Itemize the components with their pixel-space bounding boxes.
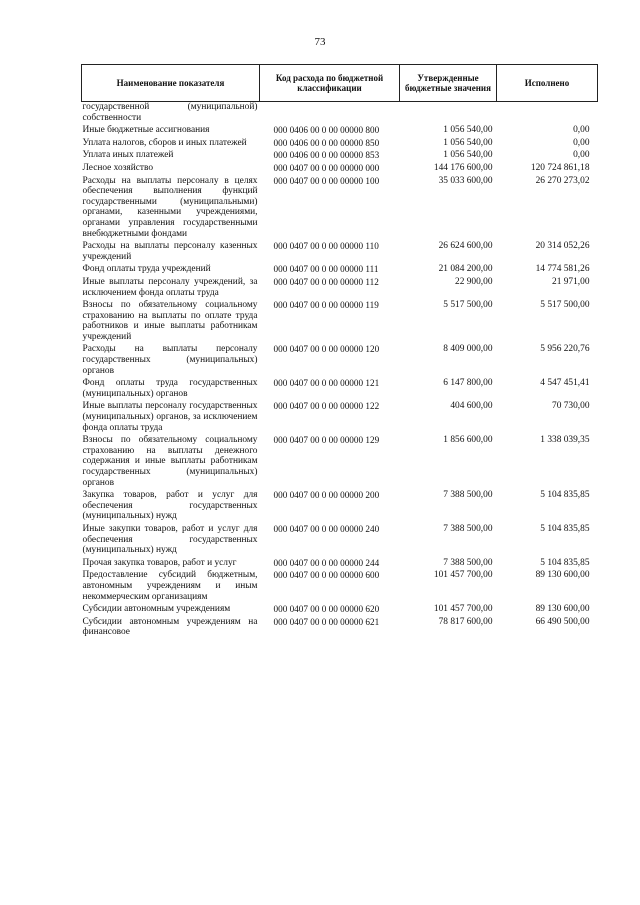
table-row [82, 136, 598, 149]
row-approved-value: 7 388 500,00 [443, 557, 493, 568]
table-row [82, 433, 598, 488]
row-indicator-name: Уплата налогов, сборов и иных платежей [82, 137, 247, 148]
row-expense-code: 000 0407 00 0 00 00000 112 [273, 276, 379, 287]
row-indicator-name: Взносы по обязательному социальному страхованию на выплаты денежного содержания и иные выплаты работникам государственных (муниципальных) органов [82, 435, 258, 488]
row-approved-value: 35 033 600,00 [438, 175, 493, 186]
row-indicator-name: Иные бюджетные ассигнования [82, 125, 210, 136]
table-row [82, 161, 598, 174]
row-executed-value: 21 971,00 [552, 276, 590, 287]
row-expense-code: 000 0407 00 0 00 00000 240 [273, 523, 380, 534]
row-approved-value: 7 388 500,00 [443, 490, 493, 501]
table-row [82, 556, 598, 569]
table-row [82, 568, 598, 602]
row-indicator-name: Лесное хозяйство [82, 162, 154, 173]
row-approved-value: 21 084 200,00 [438, 264, 493, 275]
row-expense-code [260, 102, 400, 124]
row-approved-value [400, 102, 497, 124]
row-executed-value: 1 338 039,35 [540, 435, 590, 446]
row-executed-value: 14 774 581,26 [535, 264, 590, 275]
budget-table-container [81, 64, 597, 638]
row-indicator-name: государственной (муниципальной) собственности [82, 102, 258, 123]
table-header [82, 65, 598, 102]
row-expense-code: 000 0407 00 0 00 00000 120 [273, 344, 380, 355]
row-expense-code: 000 0407 00 0 00 00000 129 [273, 435, 380, 446]
row-approved-value: 8 409 000,00 [443, 344, 493, 355]
row-approved-value: 78 817 600,00 [438, 616, 493, 627]
row-expense-code: 000 0407 00 0 00 00000 100 [273, 175, 380, 186]
row-expense-code: 000 0407 00 0 00 00000 244 [273, 557, 380, 568]
row-expense-code: 000 0407 00 0 00 00000 111 [273, 264, 379, 275]
row-expense-code: 000 0406 00 0 00 00000 800 [273, 125, 380, 136]
row-expense-code: 000 0407 00 0 00 00000 122 [273, 401, 380, 412]
row-executed-value: 120 724 861,18 [530, 162, 590, 173]
table-row [82, 102, 598, 124]
table-row [82, 488, 598, 522]
row-executed-value: 66 490 500,00 [535, 616, 590, 627]
row-approved-value: 101 457 700,00 [433, 570, 493, 581]
row-approved-value: 6 147 800,00 [443, 378, 493, 389]
row-indicator-name: Субсидии автономным учреждениям на финансовое [82, 616, 258, 638]
table-row [82, 376, 598, 399]
row-executed-value: 5 956 220,76 [540, 344, 590, 355]
row-approved-value: 404 600,00 [450, 401, 493, 412]
row-indicator-name: Фонд оплаты труда учреждений [82, 264, 211, 275]
row-approved-value: 1 056 540,00 [443, 150, 493, 161]
table-row [82, 399, 598, 433]
table-body [82, 102, 598, 638]
row-executed-value: 0,00 [573, 150, 590, 161]
table-row [82, 342, 598, 376]
row-executed-value: 0,00 [573, 137, 590, 148]
row-approved-value: 26 624 600,00 [438, 241, 493, 252]
header-row [82, 65, 598, 102]
header-indicator-name: Наименование показателя [82, 65, 260, 102]
table-row [82, 298, 598, 342]
row-executed-value: 5 517 500,00 [540, 300, 590, 311]
row-indicator-name: Субсидии автономным учреждениям [82, 604, 231, 615]
table-row [82, 123, 598, 136]
row-executed-value: 5 104 835,85 [540, 523, 590, 534]
row-approved-value: 1 056 540,00 [443, 125, 493, 136]
row-expense-code: 000 0407 00 0 00 00000 000 [273, 162, 380, 173]
row-executed-value [497, 102, 598, 124]
row-indicator-name: Предоставление субсидий бюджетным, автономным учреждениям и иным некоммерческим организациям [82, 570, 258, 602]
table-row [82, 275, 598, 298]
table-row [82, 602, 598, 615]
row-executed-value: 89 130 600,00 [535, 570, 590, 581]
row-expense-code: 000 0407 00 0 00 00000 620 [273, 604, 380, 615]
row-indicator-name: Расходы на выплаты персоналу в целях обеспечения выполнения функций государственными (муниципальными) органами, казенными учреждениями, органами управления государственными внебюджетными фондами [82, 175, 258, 239]
table-row [82, 239, 598, 262]
row-expense-code: 000 0407 00 0 00 00000 600 [273, 570, 380, 581]
row-expense-code: 000 0407 00 0 00 00000 200 [273, 490, 380, 501]
row-expense-code: 000 0407 00 0 00 00000 110 [273, 241, 379, 252]
row-approved-value: 5 517 500,00 [443, 300, 493, 311]
row-expense-code: 000 0407 00 0 00 00000 119 [273, 300, 379, 311]
row-indicator-name: Взносы по обязательному социальному страхованию на выплаты по оплате труда работников и иные выплаты работникам учреждений [82, 300, 258, 342]
row-expense-code: 000 0406 00 0 00 00000 850 [273, 137, 380, 148]
row-indicator-name: Расходы на выплаты персоналу государственных (муниципальных) органов [82, 344, 258, 376]
row-approved-value: 1 856 600,00 [443, 435, 493, 446]
header-executed: Исполнено [497, 65, 598, 102]
row-indicator-name: Иные закупки товаров, работ и услуг для обеспечения государственных (муниципальных) нужд [82, 523, 258, 556]
table-row [82, 522, 598, 556]
row-approved-value: 7 388 500,00 [443, 523, 493, 534]
row-executed-value: 5 104 835,85 [540, 490, 590, 501]
row-executed-value: 89 130 600,00 [535, 604, 590, 615]
row-executed-value: 20 314 052,26 [535, 241, 590, 252]
page-number: 73 [314, 36, 326, 48]
row-executed-value: 26 270 273,02 [535, 175, 590, 186]
row-executed-value: 0,00 [573, 125, 590, 136]
row-expense-code: 000 0407 00 0 00 00000 121 [273, 378, 380, 389]
table-row [82, 262, 598, 275]
row-indicator-name: Расходы на выплаты персоналу казенных учреждений [82, 241, 258, 262]
row-executed-value: 4 547 451,41 [540, 378, 590, 389]
row-expense-code: 000 0406 00 0 00 00000 853 [273, 150, 380, 161]
row-indicator-name: Иные выплаты персоналу государственных (муниципальных) органов, за исключением фонда оплаты труда [82, 401, 258, 433]
table-row [82, 174, 598, 240]
table-row [82, 615, 598, 638]
row-approved-value: 101 457 700,00 [433, 604, 493, 615]
header-expense-code: Код расхода по бюджетной классификации [260, 65, 400, 102]
row-expense-code: 000 0407 00 0 00 00000 621 [273, 616, 380, 627]
header-approved-values: Утвержденные бюджетные значения [400, 65, 497, 102]
row-indicator-name: Закупка товаров, работ и услуг для обеспечения государственных (муниципальных) нужд [82, 490, 258, 522]
table-row [82, 148, 598, 161]
row-indicator-name: Уплата иных платежей [82, 150, 174, 161]
row-executed-value: 5 104 835,85 [540, 557, 590, 568]
row-indicator-name: Прочая закупка товаров, работ и услуг [82, 557, 237, 568]
row-executed-value: 70 730,00 [552, 401, 590, 412]
budget-execution-table [81, 64, 598, 638]
row-indicator-name: Фонд оплаты труда государственных (муниципальных) органов [82, 378, 258, 399]
row-indicator-name: Иные выплаты персоналу учреждений, за исключением фонда оплаты труда [82, 276, 258, 298]
row-approved-value: 1 056 540,00 [443, 137, 493, 148]
row-approved-value: 22 900,00 [455, 276, 493, 287]
row-approved-value: 144 176 600,00 [433, 162, 493, 173]
